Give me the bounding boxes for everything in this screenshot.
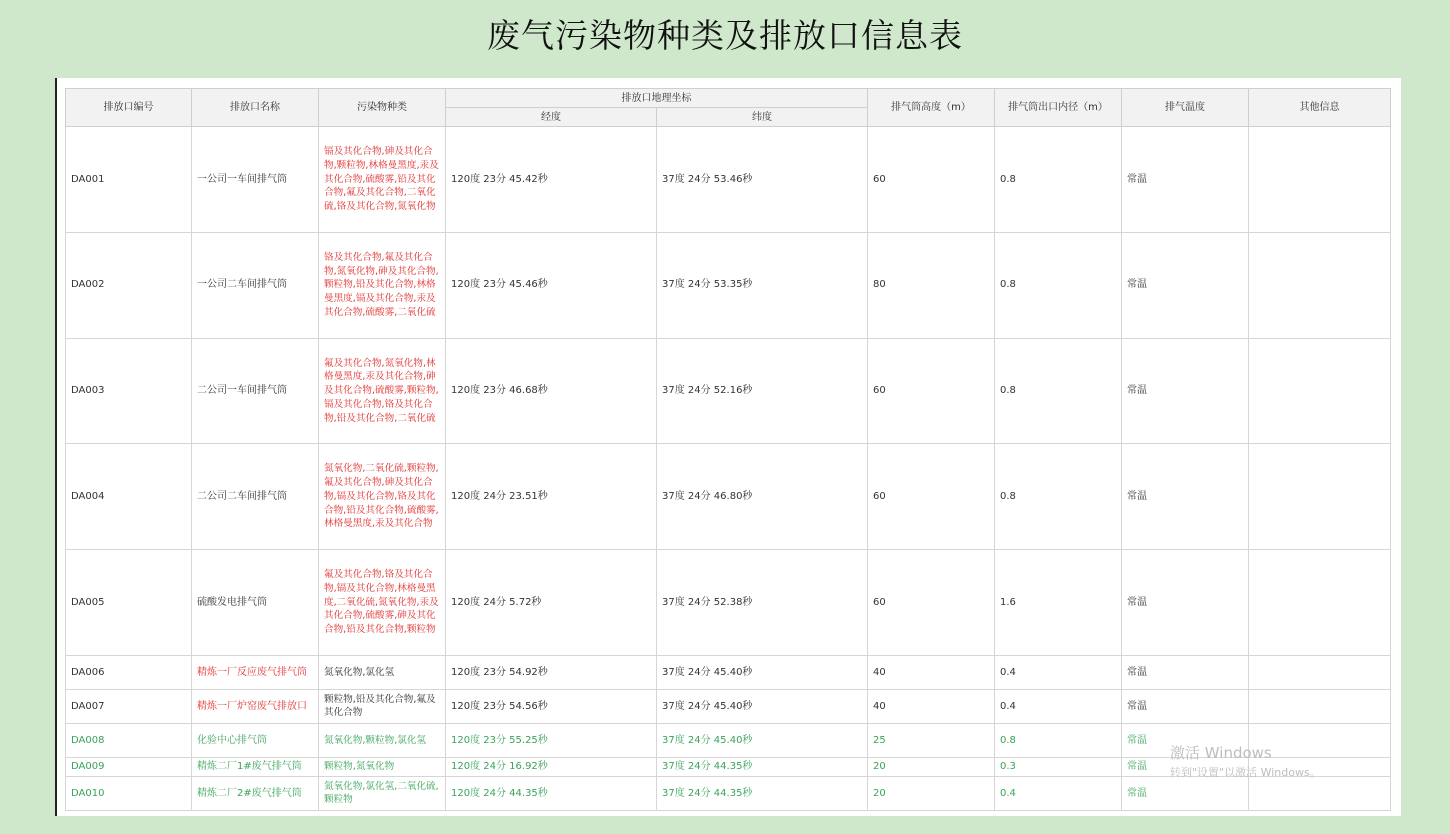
header-latitude: 纬度 bbox=[657, 108, 868, 127]
table-row bbox=[66, 655, 1391, 689]
cell-temperature: 常温 bbox=[1122, 757, 1249, 776]
cell-other-info bbox=[1249, 444, 1391, 550]
cell-temperature: 常温 bbox=[1122, 689, 1249, 723]
header-pollutants: 污染物种类 bbox=[319, 89, 446, 127]
header-other-info: 其他信息 bbox=[1249, 89, 1391, 127]
cell-outlet-name: 二公司一车间排气筒 bbox=[192, 338, 319, 444]
cell-other-info bbox=[1249, 550, 1391, 656]
cell-temperature: 常温 bbox=[1122, 723, 1249, 757]
windows-activation-watermark bbox=[1170, 744, 1321, 782]
header-exhaust-temperature: 排气温度 bbox=[1122, 89, 1249, 127]
cell-longitude: 120度 23分 54.56秒 bbox=[446, 689, 657, 723]
cell-latitude: 37度 24分 45.40秒 bbox=[657, 655, 868, 689]
cell-outlet-id: DA008 bbox=[66, 723, 192, 757]
cell-outlet-name: 二公司二车间排气筒 bbox=[192, 444, 319, 550]
cell-temperature: 常温 bbox=[1122, 776, 1249, 810]
cell-stack-height: 20 bbox=[868, 776, 995, 810]
cell-stack-height: 80 bbox=[868, 232, 995, 338]
table-row bbox=[66, 127, 1391, 233]
cell-pollutants: 氮氧化物,氯化氢 bbox=[319, 655, 446, 689]
table-row bbox=[66, 444, 1391, 550]
cell-stack-height: 60 bbox=[868, 550, 995, 656]
cell-other-info bbox=[1249, 689, 1391, 723]
table-row bbox=[66, 232, 1391, 338]
table-row bbox=[66, 550, 1391, 656]
cell-stack-height: 40 bbox=[868, 655, 995, 689]
cell-outlet-name: 一公司一车间排气筒 bbox=[192, 127, 319, 233]
page-title: 废气污染物种类及排放口信息表 bbox=[487, 16, 963, 55]
cell-other-info bbox=[1249, 338, 1391, 444]
cell-stack-diameter: 0.4 bbox=[995, 776, 1122, 810]
cell-outlet-id: DA002 bbox=[66, 232, 192, 338]
cell-stack-diameter: 1.6 bbox=[995, 550, 1122, 656]
cell-latitude: 37度 24分 52.16秒 bbox=[657, 338, 868, 444]
cell-pollutants: 颗粒物,铅及其化合物,氟及其化合物 bbox=[319, 689, 446, 723]
cell-outlet-id: DA005 bbox=[66, 550, 192, 656]
header-geo-coordinates: 排放口地理坐标 bbox=[446, 89, 868, 108]
cell-outlet-id: DA004 bbox=[66, 444, 192, 550]
cell-temperature: 常温 bbox=[1122, 655, 1249, 689]
cell-latitude: 37度 24分 44.35秒 bbox=[657, 776, 868, 810]
cell-pollutants: 氮氧化物,氯化氢,二氧化硫,颗粒物 bbox=[319, 776, 446, 810]
cell-temperature: 常温 bbox=[1122, 550, 1249, 656]
cell-longitude: 120度 24分 16.92秒 bbox=[446, 757, 657, 776]
cell-outlet-id: DA007 bbox=[66, 689, 192, 723]
cell-outlet-id: DA006 bbox=[66, 655, 192, 689]
cell-latitude: 37度 24分 44.35秒 bbox=[657, 757, 868, 776]
cell-latitude: 37度 24分 53.35秒 bbox=[657, 232, 868, 338]
cell-stack-height: 60 bbox=[868, 338, 995, 444]
cell-pollutants: 氮氧化物,二氧化硫,颗粒物,氟及其化合物,砷及其化合物,镉及其化合物,铬及其化合物,铅及其化合物,硫酸雾,林格曼黑度,汞及其化合物 bbox=[319, 444, 446, 550]
cell-stack-height: 25 bbox=[868, 723, 995, 757]
cell-temperature: 常温 bbox=[1122, 444, 1249, 550]
cell-longitude: 120度 23分 45.42秒 bbox=[446, 127, 657, 233]
cell-longitude: 120度 23分 46.68秒 bbox=[446, 338, 657, 444]
cell-longitude: 120度 24分 44.35秒 bbox=[446, 776, 657, 810]
cell-pollutants: 氟及其化合物,铬及其化合物,镉及其化合物,林格曼黑度,二氧化硫,氮氧化物,汞及其化合物,硫酸雾,砷及其化合物,铅及其化合物,颗粒物 bbox=[319, 550, 446, 656]
cell-stack-diameter: 0.3 bbox=[995, 757, 1122, 776]
cell-other-info bbox=[1249, 127, 1391, 233]
table-panel bbox=[55, 78, 1401, 816]
cell-outlet-id: DA009 bbox=[66, 757, 192, 776]
cell-pollutants: 氮氧化物,颗粒物,氯化氢 bbox=[319, 723, 446, 757]
cell-outlet-name: 精炼二厂2#废气排气筒 bbox=[192, 776, 319, 810]
cell-stack-height: 20 bbox=[868, 757, 995, 776]
cell-stack-diameter: 0.8 bbox=[995, 232, 1122, 338]
cell-stack-diameter: 0.8 bbox=[995, 444, 1122, 550]
cell-pollutants: 氟及其化合物,氮氧化物,林格曼黑度,汞及其化合物,砷及其化合物,硫酸雾,颗粒物,镉及其化合物,铬及其化合物,铅及其化合物,二氧化硫 bbox=[319, 338, 446, 444]
cell-outlet-id: DA001 bbox=[66, 127, 192, 233]
cell-other-info bbox=[1249, 232, 1391, 338]
cell-stack-diameter: 0.4 bbox=[995, 655, 1122, 689]
cell-longitude: 120度 23分 55.25秒 bbox=[446, 723, 657, 757]
cell-longitude: 120度 23分 54.92秒 bbox=[446, 655, 657, 689]
watermark-line-2: 转到"设置"以激活 Windows。 bbox=[1170, 766, 1321, 779]
cell-stack-diameter: 0.4 bbox=[995, 689, 1122, 723]
emission-outlet-table bbox=[65, 88, 1391, 811]
cell-stack-height: 60 bbox=[868, 127, 995, 233]
header-outlet-name: 排放口名称 bbox=[192, 89, 319, 127]
cell-latitude: 37度 24分 45.40秒 bbox=[657, 723, 868, 757]
cell-other-info bbox=[1249, 655, 1391, 689]
cell-latitude: 37度 24分 52.38秒 bbox=[657, 550, 868, 656]
cell-pollutants: 颗粒物,氮氧化物 bbox=[319, 757, 446, 776]
cell-longitude: 120度 24分 23.51秒 bbox=[446, 444, 657, 550]
cell-stack-diameter: 0.8 bbox=[995, 723, 1122, 757]
cell-temperature: 常温 bbox=[1122, 338, 1249, 444]
header-stack-height: 排气筒高度（m） bbox=[868, 89, 995, 127]
cell-outlet-name: 化验中心排气筒 bbox=[192, 723, 319, 757]
header-outlet-id: 排放口编号 bbox=[66, 89, 192, 127]
cell-longitude: 120度 23分 45.46秒 bbox=[446, 232, 657, 338]
cell-latitude: 37度 24分 53.46秒 bbox=[657, 127, 868, 233]
watermark-line-1: 激活 Windows bbox=[1170, 744, 1272, 762]
header-longitude: 经度 bbox=[446, 108, 657, 127]
cell-outlet-name: 精炼一厂炉窑废气排放口 bbox=[192, 689, 319, 723]
cell-temperature: 常温 bbox=[1122, 232, 1249, 338]
cell-outlet-name: 一公司二车间排气筒 bbox=[192, 232, 319, 338]
cell-latitude: 37度 24分 45.40秒 bbox=[657, 689, 868, 723]
cell-outlet-name: 精炼二厂1#废气排气筒 bbox=[192, 757, 319, 776]
cell-outlet-name: 硫酸发电排气筒 bbox=[192, 550, 319, 656]
cell-stack-height: 40 bbox=[868, 689, 995, 723]
cell-outlet-id: DA003 bbox=[66, 338, 192, 444]
table-row bbox=[66, 689, 1391, 723]
cell-stack-height: 60 bbox=[868, 444, 995, 550]
cell-pollutants: 铬及其化合物,氟及其化合物,氮氧化物,砷及其化合物,颗粒物,铅及其化合物,林格曼黑度,镉及其化合物,汞及其化合物,硫酸雾,二氧化硫 bbox=[319, 232, 446, 338]
cell-pollutants: 镉及其化合物,砷及其化合物,颗粒物,林格曼黑度,汞及其化合物,硫酸雾,铅及其化合物,氟及其化合物,二氧化硫,铬及其化合物,氮氧化物 bbox=[319, 127, 446, 233]
cell-longitude: 120度 24分 5.72秒 bbox=[446, 550, 657, 656]
header-stack-diameter: 排气筒出口内径（m） bbox=[995, 89, 1122, 127]
cell-outlet-id: DA010 bbox=[66, 776, 192, 810]
cell-latitude: 37度 24分 46.80秒 bbox=[657, 444, 868, 550]
table-row bbox=[66, 338, 1391, 444]
cell-stack-diameter: 0.8 bbox=[995, 127, 1122, 233]
cell-outlet-name: 精炼一厂反应废气排气筒 bbox=[192, 655, 319, 689]
cell-temperature: 常温 bbox=[1122, 127, 1249, 233]
cell-stack-diameter: 0.8 bbox=[995, 338, 1122, 444]
